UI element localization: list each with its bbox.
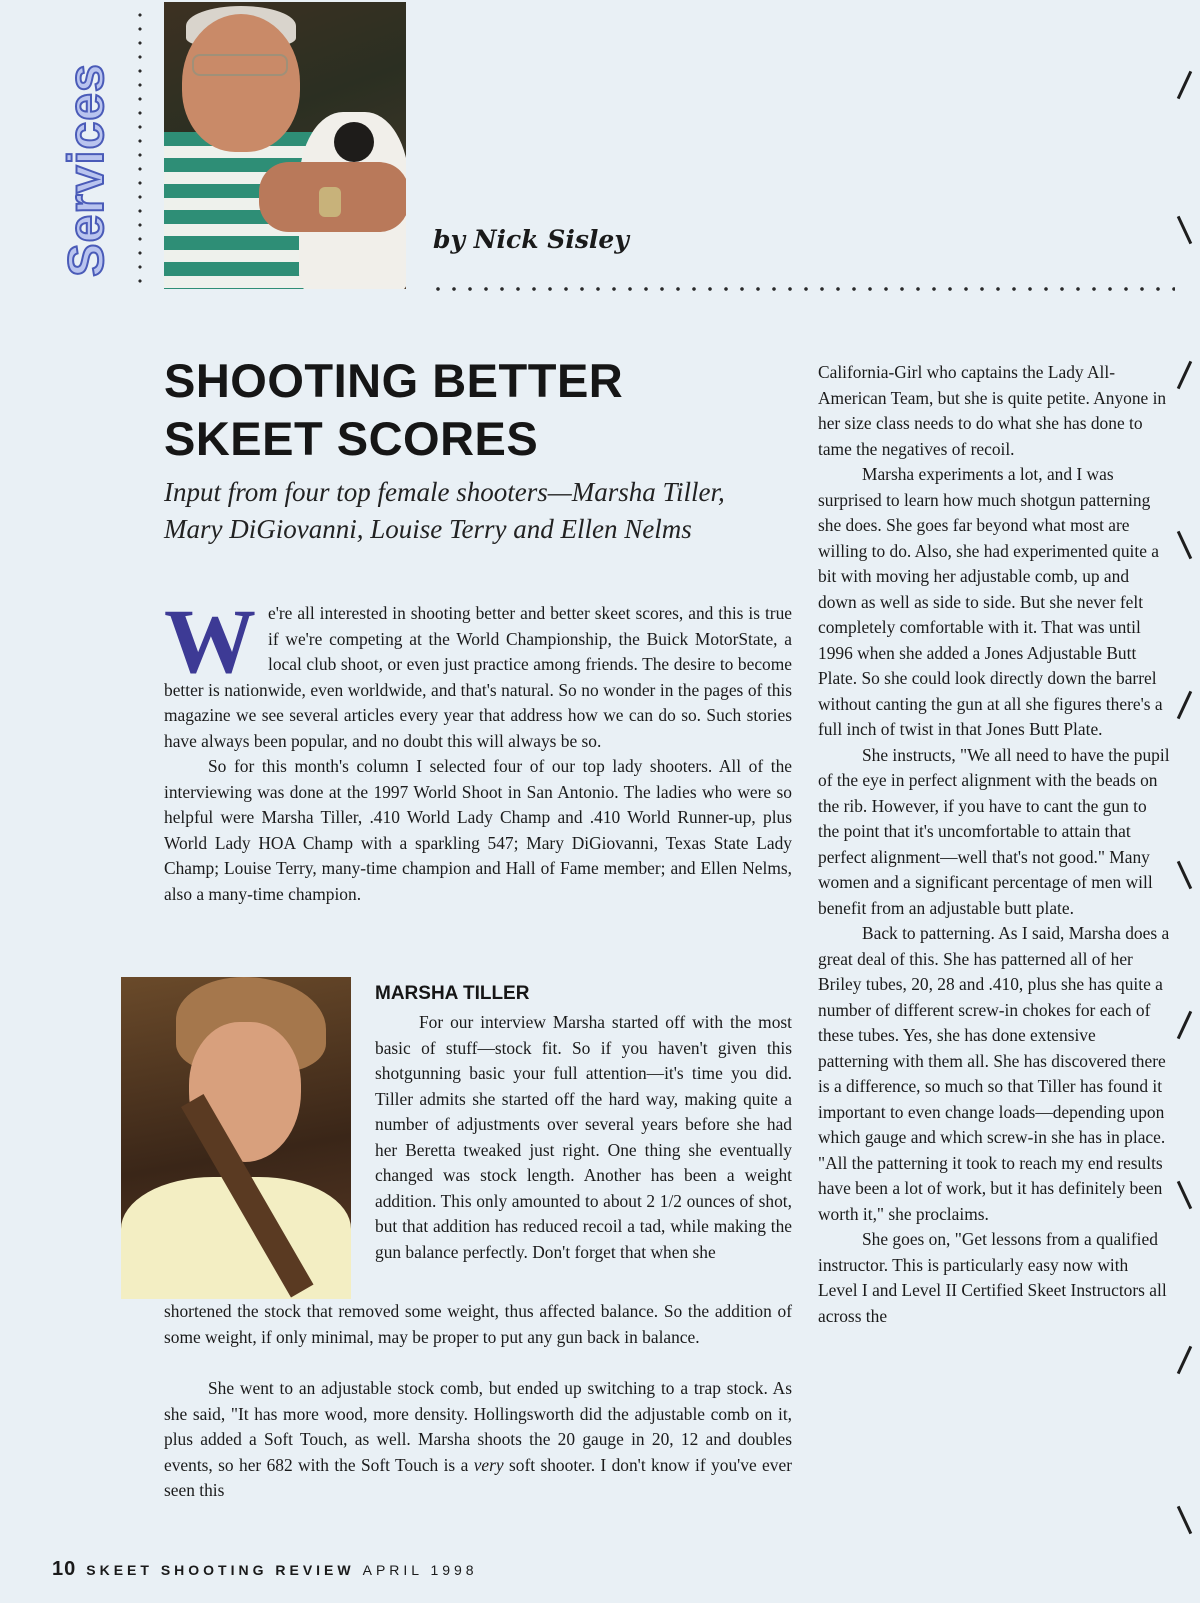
edge-tick-mark xyxy=(1177,216,1192,244)
section-label-text: Services xyxy=(58,63,114,277)
edge-tick-mark xyxy=(1177,1346,1192,1374)
right-paragraph-1: California-Girl who captains the Lady All-American Team, but she is quite petite. Anyone in her size class needs to do what she has done to tame the negatives of recoil. xyxy=(818,362,1167,459)
right-paragraph-4: Back to patterning. As I said, Marsha does a great deal of this. She has patterned all of her Briley tubes, 20, 28 and .410, plus she has quite a number of different screw-in chokes for each of these tubes. Yes, she has done extensive patterning with them all. She has discovered there is a difference, so much so that Tiller has found it important to even change loads—depending upon which gauge and which screw-in she has in place. "All the patterning it took to reach my end results have been a lot of work, but it has definitely been worth it," she proclaims. xyxy=(818,923,1170,1224)
body-paragraph-2: So for this month's column I selected four of our top lady shooters. All of the interviewing was done at the 1997 World Shoot in San Antonio. The ladies who were so helpful were Marsha Tiller, .410 World Lady Champ and .410 World Runner-up, plus World Lady HOA Champ with a sparkling 547; Mary DiGiovanni, Texas State Lady Champ; Louise Terry, many-time champion and Hall of Fame member; and Ellen Nelms, also a many-time champion. xyxy=(164,756,792,904)
right-paragraph-5: She goes on, "Get lessons from a qualified instructor. This is particularly easy now with Level I and Level II Certified Skeet Instructors all across the xyxy=(818,1229,1167,1326)
body-paragraph-3: For our interview Marsha started off with the most basic of stuff—stock fit. So if you haven't given this shotgunning basic your full attention—it's time you did. Tiller admits she started off the hard way, making quite a number of adjustments over several years before she had her Beretta tweaked just right. One thing she eventually changed was stock length. Another has been a weight addition. This only amounted to about 2 1/2 ounces of shot, but that addition has reduced recoil a tad, while making the gun balance perfectly. Don't forget that when she xyxy=(375,1012,792,1262)
body-paragraph-4 xyxy=(164,1376,792,1504)
edge-tick-mark xyxy=(1177,531,1192,559)
right-paragraph-3: She instructs, "We all need to have the pupil of the eye in perfect alignment with the beads on the rib. However, if you have to cant the gun to the point that it's uncomfortable to attain that perfect alignment—well that's not good." Many women and a significant percentage of men will benefit from an adjustable butt plate. xyxy=(818,744,1170,918)
article-subhead: Input from four top female shooters—Marsha Tiller, Mary DiGiovanni, Louise Terry and Ellen Nelms xyxy=(164,477,725,544)
section-heading: MARSHA TILLER xyxy=(375,983,530,1004)
right-paragraph-2: Marsha experiments a lot, and I was surprised to learn how much shotgun patterning she does. She goes far beyond what most are willing to do. Also, she had experimented quite a bit with moving her adjustable comb, up and down as well as side to side. But she never felt completely comfortable with it. That was until 1996 when she added a Jones Adjustable Butt Plate. So she could look directly down the barrel without canting the gun at all she figures there's a full inch of twist in that Jones Butt Plate. xyxy=(818,464,1163,739)
issue-date: APRIL 1998 xyxy=(362,1562,478,1578)
body-paragraph-3-continued: shortened the stock that removed some weight, thus affected balance. So the addition of some weight, if only minimal, may be proper to put any gun back in balance. xyxy=(164,1301,792,1347)
emphasis-word: very xyxy=(473,1454,504,1475)
horizontal-dotted-rule xyxy=(430,286,1175,292)
edge-tick-mark xyxy=(1177,861,1192,889)
vertical-dotted-rule xyxy=(138,8,142,290)
intro-paragraph-text: e're all interested in shooting better and better skeet scores, and this is true if we're competing at the World Championship, the Buick MotorState, a local club shoot, or even just practice among friends. The desire to become better is nationwide, even worldwide, and that's natural. So no wonder in the pages of this magazine we see several articles every year that address how we can do so. Such stories have always been popular, and no doubt this will always be so. xyxy=(164,603,792,751)
edge-tick-mark xyxy=(1177,361,1192,389)
intro-paragraph xyxy=(164,590,792,754)
page-footer xyxy=(52,1558,478,1581)
marsha-tiller-photo xyxy=(121,977,351,1299)
magazine-name: SKEET SHOOTING REVIEW xyxy=(86,1562,355,1578)
body-paragraph-4-text-a: She went to an adjustable stock comb, but ended up switching to a trap stock. As she said, "It has more wood, more density. Hollingsworth did the adjustable comb on it, plus added a Soft Touch, as well. Marsha shoots the 20 gauge in 20, 12 and doubles events, so her 682 with the Soft Touch is a xyxy=(164,1378,792,1475)
edge-tick-mark xyxy=(1177,1011,1192,1039)
drop-cap: W xyxy=(164,590,256,692)
byline: by Nick Sisley xyxy=(433,225,629,254)
author-photo xyxy=(164,2,406,289)
section-label xyxy=(56,50,116,290)
page-number: 10 xyxy=(52,1558,77,1580)
edge-tick-mark xyxy=(1177,691,1192,719)
article-headline: SHOOTING BETTER SKEET SCORES xyxy=(164,354,624,465)
right-column xyxy=(818,360,1170,1329)
intro-body xyxy=(164,590,792,907)
edge-tick-mark xyxy=(1177,1506,1192,1534)
edge-tick-mark xyxy=(1177,1181,1192,1209)
body-paragraph-4-text-b: soft shooter. I don't know if you've ever seen this xyxy=(164,1454,792,1500)
edge-tick-mark xyxy=(1177,71,1192,99)
